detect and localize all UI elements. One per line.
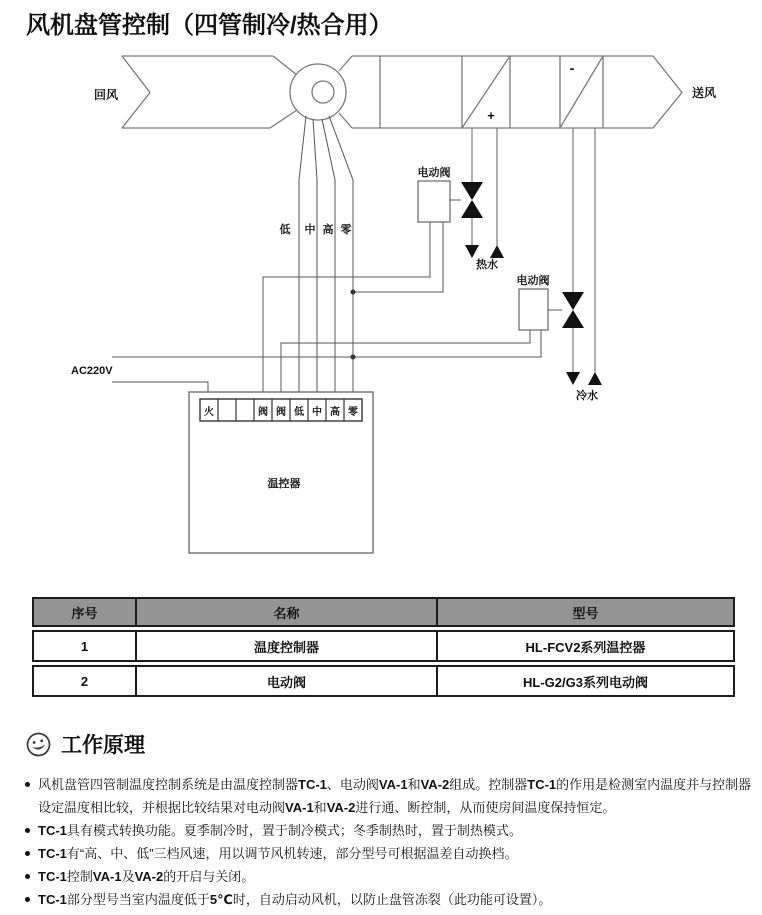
table-header-cell: 名称 bbox=[137, 599, 438, 625]
list-item: TC-1有“高、中、低”三档风速，用以调节风机转速，部分型号可根据温差自动换档。 bbox=[25, 842, 758, 865]
fan-icon bbox=[290, 64, 346, 120]
bullet-icon bbox=[25, 874, 30, 879]
flow-arrow-icons bbox=[566, 372, 602, 385]
fan-speed-low-label: 低 bbox=[279, 224, 291, 236]
table-cell: HL-G2/G3系列电动阀 bbox=[523, 674, 648, 690]
valve-icon bbox=[461, 182, 483, 218]
table-cell: 1 bbox=[34, 632, 137, 660]
control-wires bbox=[112, 116, 541, 399]
power-label: AC220V bbox=[71, 365, 113, 377]
air-duct bbox=[122, 56, 682, 128]
terminal-label: 零 bbox=[348, 407, 358, 418]
list-item: TC-1部分型号当室内温度低于5℃时，自动启动风机，以防止盘管冻裂（此功能可设置）。 bbox=[25, 888, 758, 911]
bullet-icon bbox=[25, 897, 30, 902]
terminal-label: 低 bbox=[294, 407, 304, 418]
cooling-coil-sign: - bbox=[569, 60, 575, 76]
list-item: TC-1具有模式转换功能。夏季制冷时，置于制冷模式；冬季制热时，置于制热模式。 bbox=[25, 819, 758, 842]
section-heading bbox=[25, 729, 145, 759]
return-air-label: 回风 bbox=[93, 88, 119, 102]
heating-coil-sign: + bbox=[487, 108, 495, 123]
section-title: 工作原理 bbox=[61, 734, 145, 757]
table-cell: 温度控制器 bbox=[137, 632, 438, 660]
valve-icon bbox=[562, 292, 584, 328]
terminal-label: 阀 bbox=[276, 407, 286, 418]
page-title: 风机盘管控制（四管制冷/热合用） bbox=[26, 12, 393, 39]
terminal-label: 高 bbox=[330, 407, 340, 418]
working-principle-list bbox=[25, 773, 758, 911]
fan-speed-high-label: 高 bbox=[322, 224, 334, 236]
fan-speed-mid-label: 中 bbox=[304, 224, 316, 236]
terminal-label: 阀 bbox=[258, 407, 268, 418]
table-row bbox=[32, 665, 735, 697]
bullet-icon bbox=[25, 828, 30, 833]
fan-speed-zero-label: 零 bbox=[340, 224, 352, 236]
table-header-row bbox=[32, 597, 735, 627]
smiley-icon bbox=[25, 731, 52, 758]
table-cell: 电动阀 bbox=[137, 667, 438, 695]
supply-air-label: 送风 bbox=[691, 86, 717, 100]
thermostat-label: 温控器 bbox=[267, 478, 301, 490]
motor-valve-2 bbox=[519, 289, 602, 385]
bullet-icon bbox=[25, 851, 30, 856]
hot-water-label: 热水 bbox=[476, 259, 498, 271]
table-header-cell: 型号 bbox=[572, 605, 599, 621]
terminal-label: 中 bbox=[312, 407, 322, 418]
table-cell: 2 bbox=[34, 667, 137, 695]
bullet-icon bbox=[25, 782, 30, 787]
table-row bbox=[32, 630, 735, 662]
components-table bbox=[32, 597, 735, 700]
valve1-label: 电动阀 bbox=[417, 167, 451, 179]
list-item: TC-1控制VA-1及VA-2的开启与关闭。 bbox=[25, 865, 758, 888]
list-item: 风机盘管四管制温度控制系统是由温度控制器TC-1、电动阀VA-1和VA-2组成。控制器TC-1的作用是检测室内温度并与控制器设定温度相比较，并根据比较结果对电动阀VA-1和VA-2进行通、断控制，从而使房间温度保持恒定。 bbox=[25, 773, 758, 819]
terminal-label: 火 bbox=[204, 407, 214, 418]
table-cell: HL-FCV2系列温控器 bbox=[525, 639, 646, 655]
valve2-label: 电动阀 bbox=[516, 275, 550, 287]
motor-valve-1 bbox=[418, 181, 504, 258]
flow-arrow-icons bbox=[465, 245, 504, 258]
cold-water-label: 冷水 bbox=[576, 390, 598, 402]
table-header-cell: 序号 bbox=[34, 599, 137, 625]
thermostat-box bbox=[189, 392, 373, 553]
